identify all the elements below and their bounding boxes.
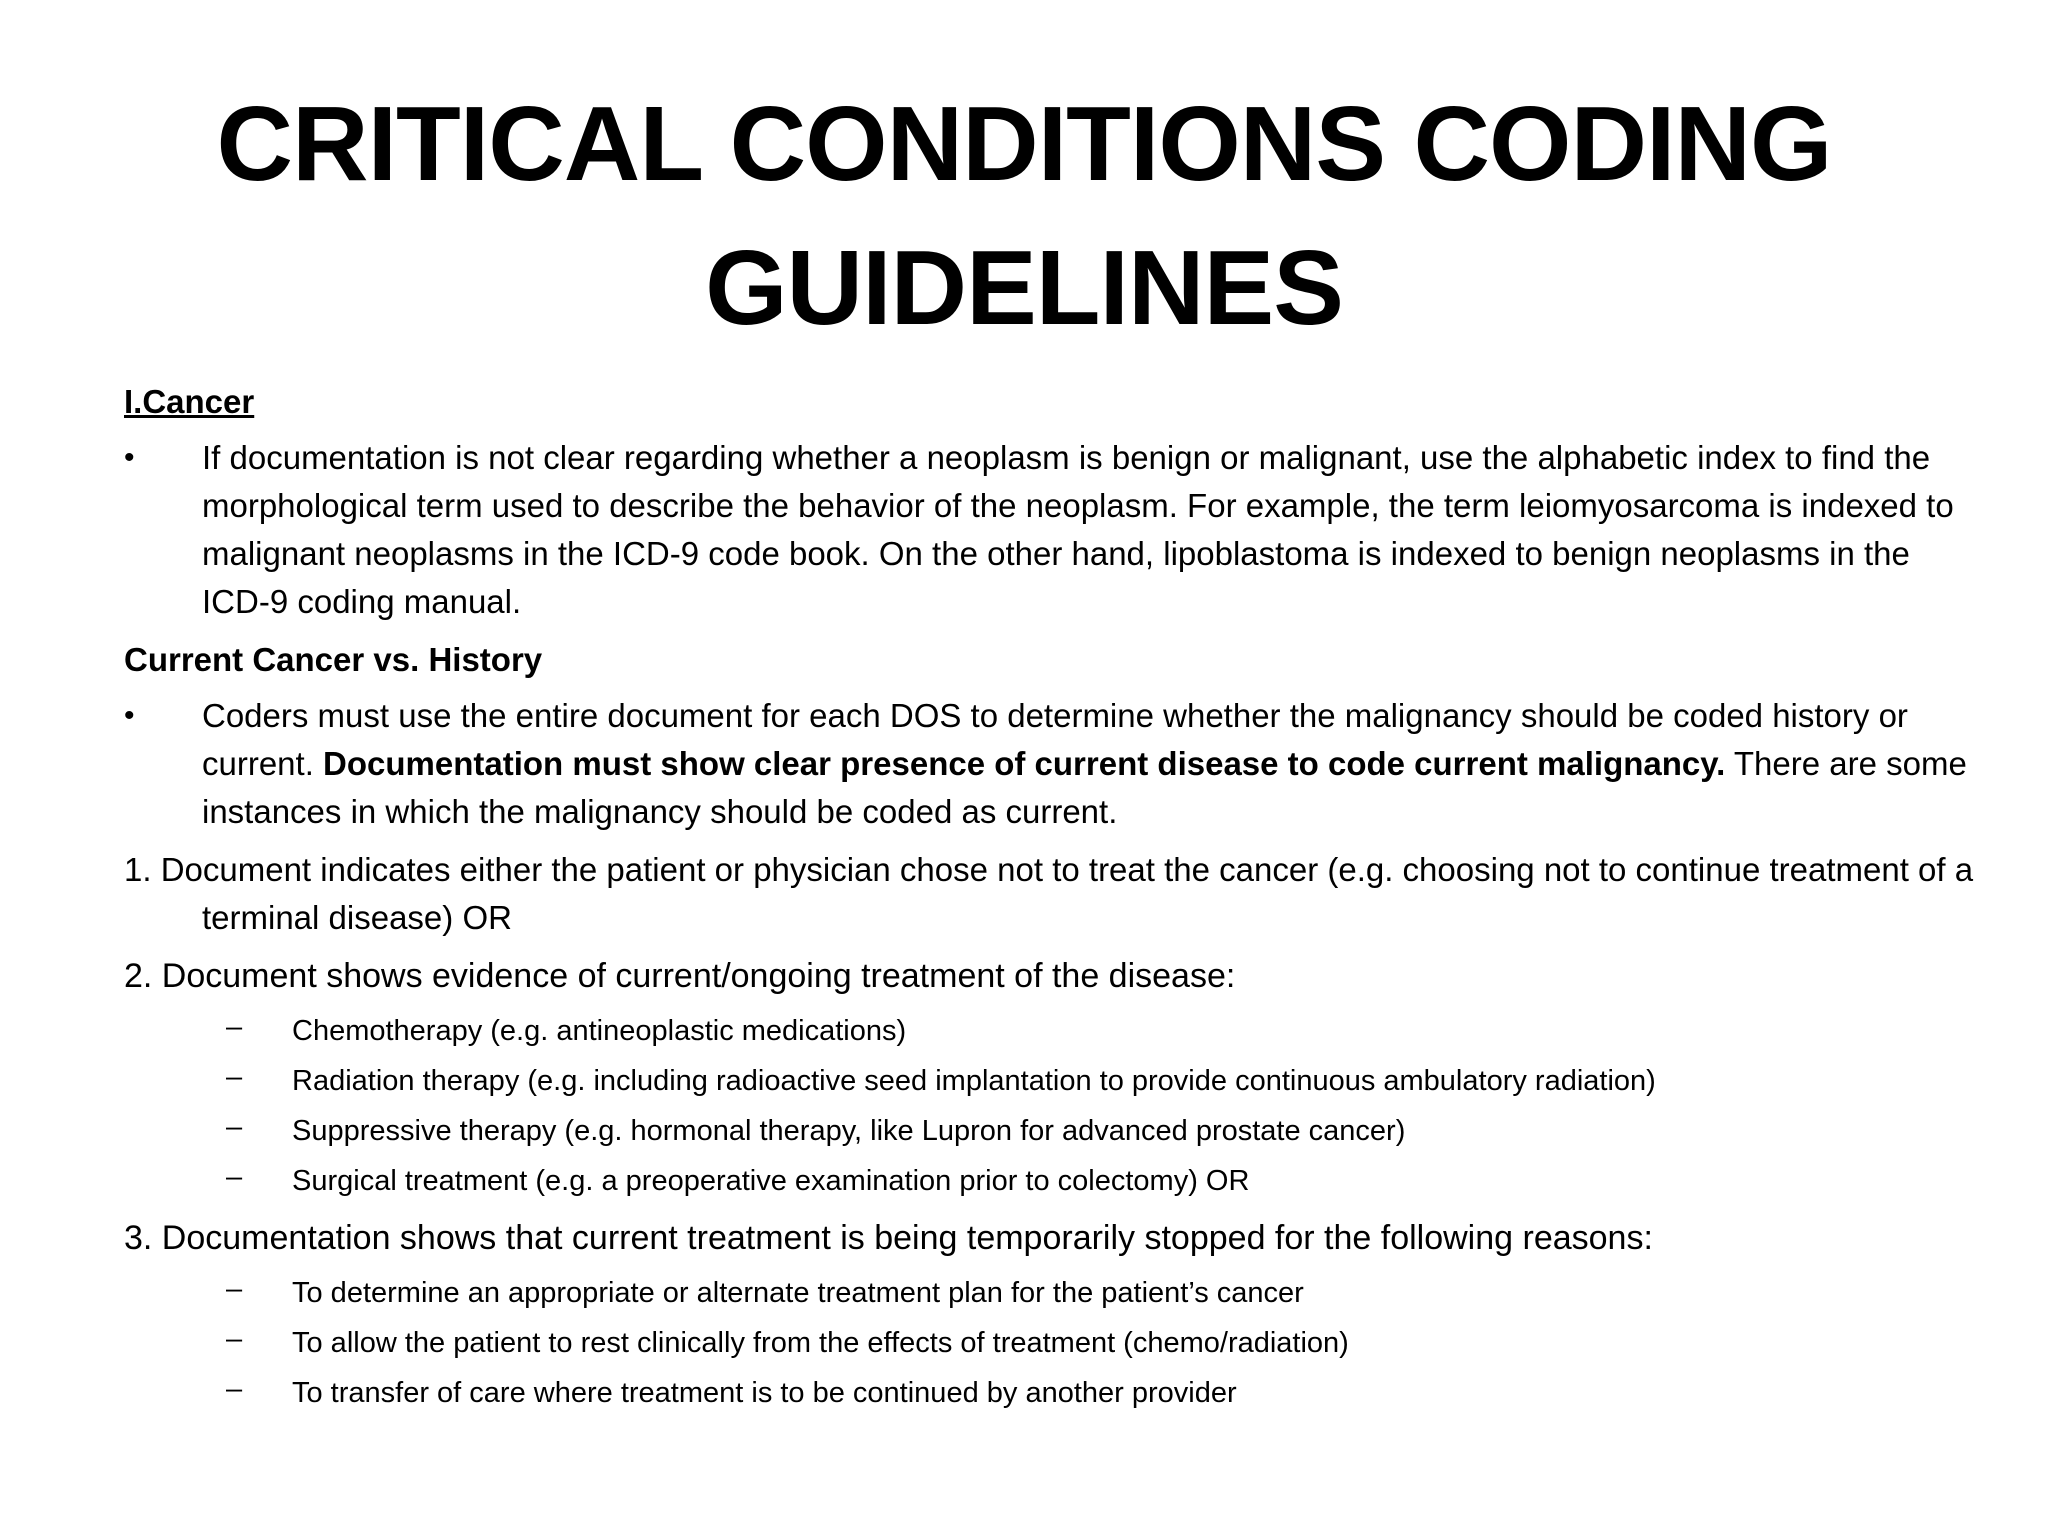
bullet-text: If documentation is not clear regarding whether a neoplasm is benign or malignant, use the alphabetic index to find the morphological term used to describe the behavior of the neoplasm. For example, the term leiomyosarcoma is indexed to malignant neoplasms in the ICD-9 code book. On the other hand, lipoblastoma is indexed to benign neoplasms in the ICD-9 coding manual. [202, 439, 1954, 620]
list-item [124, 1056, 1984, 1106]
numbered-item-3: 3. Documentation shows that current treatment is being temporarily stopped for the following reasons: [124, 1219, 1653, 1257]
list-item-text: To determine an appropriate or alternate treatment plan for the patient’s cancer [292, 1277, 1304, 1309]
dash-icon: – [226, 1323, 243, 1355]
dash-icon: – [226, 1061, 243, 1093]
title-line-2: GUIDELINES [705, 229, 1343, 347]
list-item [124, 1106, 1984, 1156]
dash-icon: – [226, 1273, 243, 1305]
list-item-text: Radiation therapy (e.g. including radioactive seed implantation to provide continuous ambulatory radiation) [292, 1065, 1656, 1097]
bullet-text-bold: Documentation must show clear presence of current disease to code current malignancy. [323, 745, 1726, 782]
numbered-item-1: 1. Document indicates either the patient or physician chose not to treat the cancer (e.g. choosing not to continue treatment of a terminal disease) OR [124, 851, 1974, 936]
section-heading-cancer: I.Cancer [124, 383, 255, 420]
list-item [124, 1156, 1984, 1206]
list-item [124, 1318, 1984, 1368]
list-item [124, 1268, 1984, 1318]
sublist-treatments [124, 1006, 1984, 1206]
bullet-item-coders [124, 692, 1984, 836]
list-item-text: Chemotherapy (e.g. antineoplastic medications) [292, 1015, 907, 1047]
dash-icon: – [226, 1011, 243, 1043]
list-item [124, 1368, 1984, 1418]
list-item-text: Surgical treatment (e.g. a preoperative examination prior to colectomy) OR [292, 1165, 1250, 1197]
numbered-item-2: 2. Document shows evidence of current/ongoing treatment of the disease: [124, 957, 1236, 995]
list-item [124, 1006, 1984, 1056]
bullet-text-part-a: Coders must use the entire document for each DOS to determine whether the malignancy should be coded history or current. [202, 697, 1908, 782]
list-item-text: To transfer of care where treatment is to be continued by another provider [292, 1377, 1237, 1409]
section-heading-current-vs-history: Current Cancer vs. History [124, 641, 543, 678]
sublist-stop-reasons [124, 1268, 1984, 1418]
list-item-text: To allow the patient to rest clinically from the effects of treatment (chemo/radiation) [292, 1327, 1349, 1359]
bullet-text-part-b: There are some instances in which the malignancy should be coded as current. [202, 745, 1967, 830]
title-line-1: CRITICAL CONDITIONS CODING [216, 85, 1832, 203]
list-item-text: Suppressive therapy (e.g. hormonal therapy, like Lupron for advanced prostate cancer) [292, 1115, 1406, 1147]
dash-icon: – [226, 1111, 243, 1143]
dash-icon: – [226, 1373, 243, 1405]
dash-icon: – [226, 1161, 243, 1193]
page-title [100, 72, 1948, 360]
content-body [124, 378, 1984, 1426]
bullet-icon: • [124, 699, 135, 732]
bullet-icon: • [124, 441, 135, 474]
bullet-item-neoplasm [124, 434, 1984, 626]
